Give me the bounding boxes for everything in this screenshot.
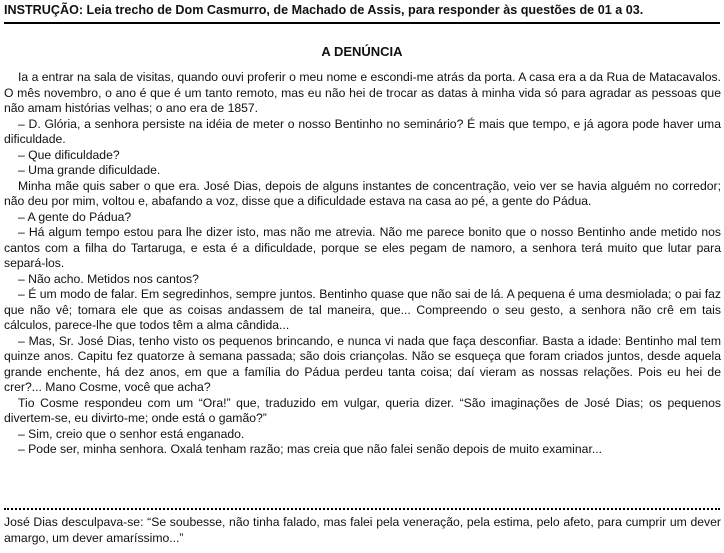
paragraph: – D. Glória, a senhora persiste na idéia de meter o nosso Bentinho no seminário? É mais que tempo, e já agora pode haver uma dificuldade.: [4, 116, 721, 146]
paragraph: Ia a entrar na sala de visitas, quando ouvi proferir o meu nome e escondi-me atrás da porta. A casa era a da Rua de Matacavalos. O mês novembro, o ano é que é um tanto remoto, mas eu não hei de trocar as datas à minha vida só para agradar as pessoas que não amam histórias velhas; o ano era de 1857.: [4, 70, 721, 115]
closing-section: [4, 514, 721, 546]
paragraph: – Não acho. Metidos nos cantos?: [18, 271, 199, 286]
paragraph: – É um modo de falar. Em segredinhos, sempre juntos. Bentinho quase que não sai de lá. A pequena é uma desmiolada; o pai faz que não vê; tomara ele que as coisas andassem de tal maneira, que... Compreendo o seu gesto, a senhora não crê em tais cálculos, parece-lhe que todos têm a alma cândida...: [4, 287, 721, 332]
paragraph: – Há algum tempo estou para lhe dizer isto, mas não me atrevia. Não me parece bonito que o nosso Bentinho ande metido nos cantos com a filha do Tartaruga, e esta é a dificuldade, porque se eles pegam de namoro, a senhora terá muito que lutar para separá-los.: [4, 225, 721, 270]
paragraph: – Que dificuldade?: [18, 147, 120, 162]
excerpt-body: [4, 70, 721, 458]
paragraph: – Uma grande dificuldade.: [18, 163, 161, 177]
paragraph: Minha mãe quis saber o que era. José Dias, depois de alguns instantes de concentração, veio ver se havia alguém no corredor; não deu por mim, voltou e, abafando a voz, disse que a dificuldade estava na casa ao pé, a gente do Pádua.: [4, 178, 721, 208]
paragraph: – A gente do Pádua?: [18, 209, 132, 224]
paragraph: – Sim, creio que o senhor está enganado.: [18, 426, 245, 441]
paragraph: – Mas, Sr. José Dias, tenho visto os pequenos brincando, e nunca vi nada que faça desconfiar. Basta a idade: Bentinho mal tem quinze anos. Capitu fez quatorze à semana passada; são dois criançolas. Não se esqueça que foram criados juntos, desde aquela grande enchente, há dez anos, em que a família do Pádua perdeu tanta coisa; daí vieram as nossas relações. Pois eu hei de crer?... Mano Cosme, você que acha?: [4, 333, 721, 394]
paragraph: – Pode ser, minha senhora. Oxalá tenham razão; mas creia que não falei senão depois de muito examinar...: [18, 442, 602, 456]
instruction-header: INSTRUÇÃO: Leia trecho de Dom Casmurro, de Machado de Assis, para responder às questões de 01 a 03.: [4, 2, 720, 24]
dotted-divider: [4, 508, 720, 510]
text-title: A DENÚNCIA: [321, 44, 403, 59]
closing-paragraph: José Dias desculpava-se: “Se soubesse, não tinha falado, mas falei pela veneração, pela estima, pelo afeto, para cumprir um dever amargo, um dever amaríssimo...”: [4, 515, 721, 545]
paragraph: Tio Cosme respondeu com um “Ora!” que, traduzido em vulgar, queria dizer. “São imaginações de José Dias; os pequenos divertem-se, eu divirto-me; onde está o gamão?”: [4, 395, 721, 425]
